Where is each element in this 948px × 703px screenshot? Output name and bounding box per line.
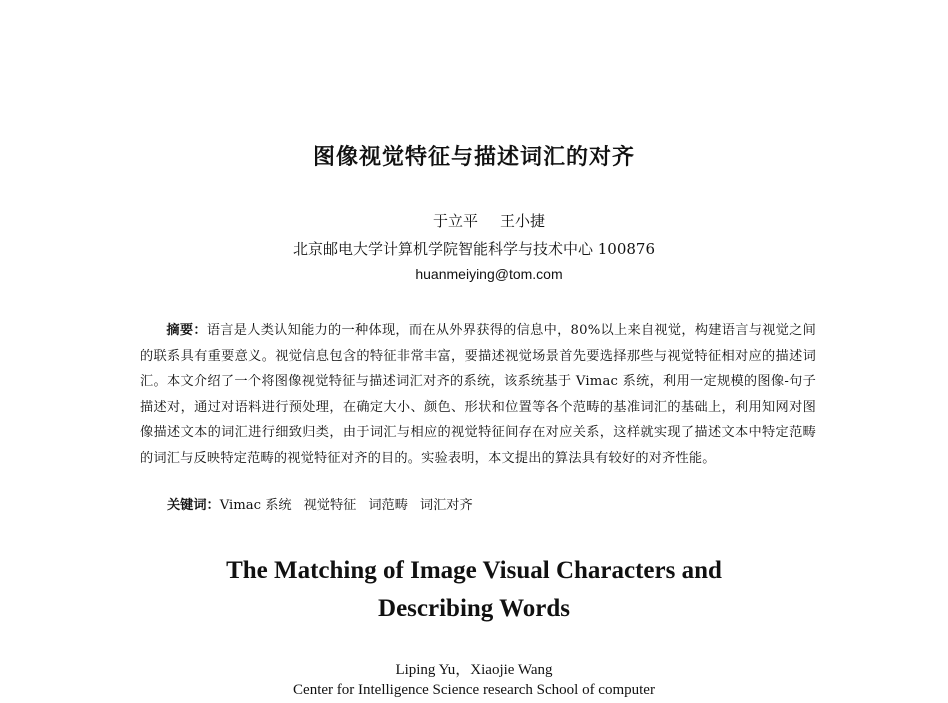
keywords-label: 关键词： (167, 498, 220, 513)
keyword: 视觉特征 (303, 498, 357, 513)
keyword: Vimac 系统 (219, 498, 292, 513)
abstract-label: 摘要： (166, 323, 207, 338)
abstract-paragraph (140, 318, 816, 471)
author-1: 于立平 (432, 212, 478, 230)
english-title-line-1: The Matching of Image Visual Characters and (226, 557, 722, 584)
keywords-line (167, 494, 485, 513)
author-email: huanmeiying@tom.com (415, 266, 563, 282)
chinese-affiliation: 北京邮电大学计算机学院智能科学与技术中心 100876 (292, 240, 656, 258)
author-2: 王小捷 (500, 212, 546, 230)
english-affiliation: Center for Intelligence Science research School of computer (293, 682, 655, 698)
keyword: 词汇对齐 (419, 498, 473, 513)
english-title (0, 552, 948, 628)
chinese-authors (0, 210, 948, 231)
abstract-text: 语言是人类认知能力的一种体现，而在从外界获得的信息中，80%以上来自视觉，构建语言与视觉之间的联系具有重要意义。视觉信息包含的特征非常丰富，要描述视觉场景首先要选择那些与视觉特征相对应的描述词汇。本文介绍了一个将图像视觉特征与描述词汇对齐的系统，该系统基于 Vimac 系统，利用一定规模的图像-句子描述对，通过对语料进行预处理，在确定大小、颜色、形状和位置等各个范畴的基准词汇的基础上，利用知网对图像描述文本的词汇进行细致归类，由于词汇与相应的视觉特征间存在对应关系，这样就实现了描述文本中特定范畴的词汇与反映特定范畴的视觉特征对齐的目的。实验表明，本文提出的算法具有较好的对齐性能。 (140, 323, 816, 466)
keyword: 词范畴 (368, 498, 408, 513)
chinese-title: 图像视觉特征与描述词汇的对齐 (312, 144, 635, 170)
english-title-line-2: Describing Words (378, 595, 570, 622)
english-authors: Liping Yu，Xiaojie Wang (395, 662, 553, 678)
